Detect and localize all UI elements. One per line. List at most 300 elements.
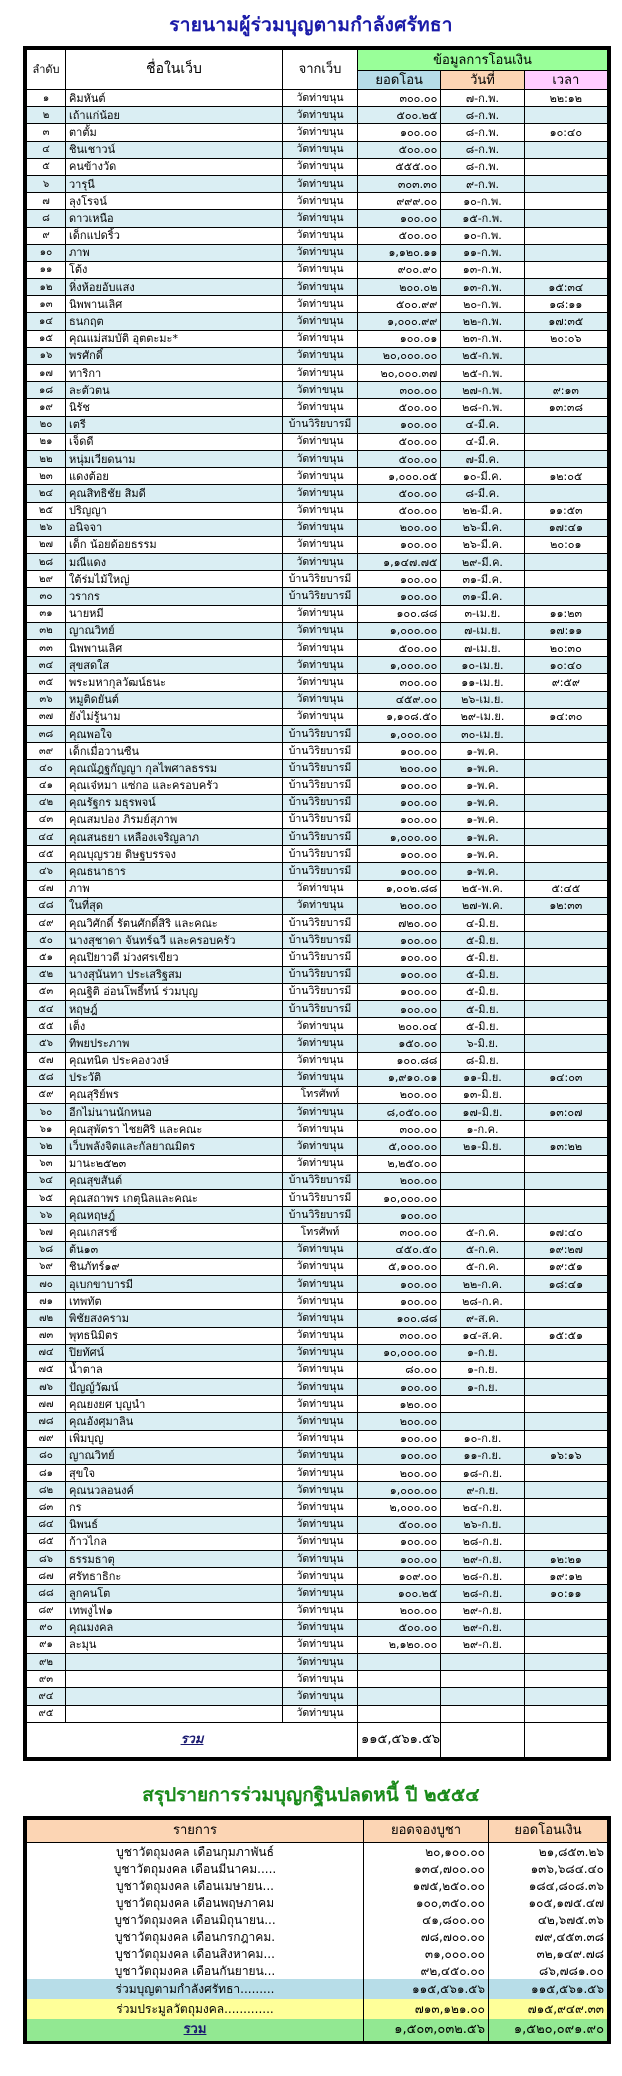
row-no: ๘๑ [27, 1465, 66, 1482]
row-no: ๒๘ [27, 554, 66, 571]
row-name: ญาณวิทย์ [66, 1447, 283, 1464]
row-date: ๒๙-ก.ย. [441, 1602, 524, 1619]
table-row [27, 1224, 608, 1241]
row-date: ๑๓-มิ.ย. [441, 1086, 524, 1103]
table-row [27, 777, 608, 794]
row-name: อุเบกขาบารมี [66, 1275, 283, 1292]
table-row [27, 691, 608, 708]
summary-pledged: ๑๐๐,๓๕๐.๐๐ [364, 1894, 489, 1911]
table-row [27, 1086, 608, 1103]
table-row [27, 794, 608, 811]
row-date [441, 1654, 524, 1671]
row-amount: ๑๐๐.๐๐ [358, 536, 441, 553]
summary-header-transferred: ยอดโอนเงิน [489, 1820, 608, 1843]
row-no: ๗ [27, 193, 66, 210]
row-date: ๒๓-ก.พ. [441, 330, 524, 347]
row-amount: ๒๐๐.๐๐ [358, 897, 441, 914]
row-amount: ๒๐,๐๐๐.๓๗ [358, 365, 441, 382]
row-amount: ๓๐๐.๐๐ [358, 1224, 441, 1241]
row-no: ๑๙ [27, 399, 66, 416]
row-amount: ๘,๐๕๐.๐๐ [358, 1104, 441, 1121]
row-date: ๒๔-ก.ย. [441, 1499, 524, 1516]
row-no: ๕๑ [27, 949, 66, 966]
row-no: ๒ [27, 107, 66, 124]
row-time [524, 571, 607, 588]
row-time [524, 1654, 607, 1671]
row-name: เด็กแปดริ้ว [66, 227, 283, 244]
row-name: เว็บพลังจิตและกัลยาณมิตร [66, 1138, 283, 1155]
row-date [441, 1688, 524, 1705]
row-time [524, 1413, 607, 1430]
table-row [27, 949, 608, 966]
row-date: ๒๒-ก.พ. [441, 313, 524, 330]
row-time [524, 485, 607, 502]
row-date: ๒๗-พ.ค. [441, 897, 524, 914]
row-source: วัดท่าขนุน [283, 124, 358, 141]
row-date: ๔-มี.ค. [441, 433, 524, 450]
row-no: ๕๓ [27, 983, 66, 1000]
row-source: วัดท่าขนุน [283, 1482, 358, 1499]
table-row [27, 347, 608, 364]
row-amount: ๑๐๐.๐๐ [358, 794, 441, 811]
row-amount: ๑๐๐.๐๐ [358, 1533, 441, 1550]
row-no: ๗๔ [27, 1344, 66, 1361]
row-amount: ๙๐๐.๙๐ [358, 261, 441, 278]
row-date [441, 1413, 524, 1430]
row-no: ๖๔ [27, 1172, 66, 1189]
table-row [27, 811, 608, 828]
table-row [27, 1121, 608, 1138]
row-date: ๑-พ.ค. [441, 811, 524, 828]
row-no: ๘ [27, 210, 66, 227]
row-amount: ๔๕๙.๐๐ [358, 691, 441, 708]
row-no: ๔๐ [27, 760, 66, 777]
row-name: พิชัยสงคราม [66, 1310, 283, 1327]
grand-total-label: รวม [27, 2019, 364, 2041]
row-name: สุขใจ [66, 1465, 283, 1482]
row-name: คุณอังศุมาลิน [66, 1413, 283, 1430]
auction-item: ร่วมประมูลวัตถุมงคล............. [27, 1999, 364, 2019]
row-date: ๙-ก.พ. [441, 175, 524, 192]
table-row [27, 1430, 608, 1447]
row-name: คุณสิทธิชัย สิมดี [66, 485, 283, 502]
row-time: ๑๔:๐๓ [524, 1069, 607, 1086]
row-source: วัดท่าขนุน [283, 691, 358, 708]
summary-item: บูชาวัตถุมงคล เดือนกันยายน... [27, 1962, 364, 1979]
row-source: วัดท่าขนุน [283, 90, 358, 107]
row-amount: ๕๐๐.๐๐ [358, 485, 441, 502]
row-no: ๕๘ [27, 1069, 66, 1086]
row-amount: ๕๐๐.๐๐ [358, 141, 441, 158]
row-time [524, 829, 607, 846]
row-no: ๕ [27, 158, 66, 175]
row-name [66, 1671, 283, 1688]
row-no: ๑๒ [27, 279, 66, 296]
row-time [524, 1396, 607, 1413]
row-name: วารุนี [66, 175, 283, 192]
row-no: ๒๖ [27, 519, 66, 536]
row-no: ๗๗ [27, 1396, 66, 1413]
row-no: ๓๑ [27, 605, 66, 622]
row-amount: ๒,๒๕๐.๐๐ [358, 1155, 441, 1172]
row-date: ๑๕-ก.พ. [441, 210, 524, 227]
table-row [27, 829, 608, 846]
row-name: ดาวเหนือ [66, 210, 283, 227]
row-amount: ๕๐๐.๒๕ [358, 107, 441, 124]
table-row [27, 1619, 608, 1636]
row-amount: ๒๐๐.๐๐ [358, 1465, 441, 1482]
row-no: ๔๕ [27, 846, 66, 863]
row-amount: ๑๐๐.๐๐ [358, 416, 441, 433]
row-date: ๕-ก.ค. [441, 1224, 524, 1241]
row-date: ๒๙-ก.ย. [441, 1619, 524, 1636]
row-date: ๘-ก.พ. [441, 158, 524, 175]
col-header-date: วันที่ [441, 71, 524, 90]
row-source: วัดท่าขนุน [283, 313, 358, 330]
row-source: วัดท่าขนุน [283, 1636, 358, 1653]
summary-transferred: ๑๓๖,๖๘๔.๔๐ [489, 1860, 608, 1877]
row-source: วัดท่าขนุน [283, 1241, 358, 1258]
row-amount: ๒๐๐.๐๐ [358, 760, 441, 777]
row-name: นิพพานเลิศ [66, 296, 283, 313]
col-header-source: จากเว็บ [283, 50, 358, 90]
row-date: ๕-มิ.ย. [441, 932, 524, 949]
row-no: ๕๖ [27, 1035, 66, 1052]
row-time: ๑๘:๔๑ [524, 1275, 607, 1292]
row-time [524, 261, 607, 278]
row-name: ยังไม่รู้นาม [66, 708, 283, 725]
summary-transferred: ๔๒,๖๗๕.๓๖ [489, 1911, 608, 1928]
table-row [27, 1000, 608, 1017]
row-time: ๑๐:๔๐ [524, 124, 607, 141]
row-amount: ๑๐๐.๐๐ [358, 1293, 441, 1310]
row-date [441, 1705, 524, 1722]
row-no: ๕๙ [27, 1086, 66, 1103]
row-name: คุณพอใจ [66, 725, 283, 742]
row-name [66, 1705, 283, 1722]
row-date: ๑๐-เม.ย. [441, 657, 524, 674]
row-name: นายหมี [66, 605, 283, 622]
table-row [27, 382, 608, 399]
row-time: ๑๘:๑๑ [524, 296, 607, 313]
row-date [441, 1207, 524, 1224]
row-no: ๗๐ [27, 1275, 66, 1292]
row-source: วัดท่าขนุน [283, 1602, 358, 1619]
auction-pledged: ๗๑๓,๑๒๑.๐๐ [364, 1999, 489, 2019]
row-name: ชินภัทร์๑๙ [66, 1258, 283, 1275]
row-source: วัดท่าขนุน [283, 1550, 358, 1567]
row-no: ๗๖ [27, 1379, 66, 1396]
row-source: วัดท่าขนุน [283, 450, 358, 467]
table-row [27, 1310, 608, 1327]
row-date: ๒๖-เม.ย. [441, 691, 524, 708]
row-date: ๒๒-ก.ค. [441, 1275, 524, 1292]
row-time: ๑๙:๒๗ [524, 1241, 607, 1258]
table-row [27, 502, 608, 519]
row-name: เทพงูไฟ๑ [66, 1602, 283, 1619]
table-row [27, 1104, 608, 1121]
row-date [441, 1671, 524, 1688]
row-date: ๑๓-ก.พ. [441, 279, 524, 296]
row-name: คุณหฤษฎ์ [66, 1207, 283, 1224]
row-time: ๒๐:๓๐ [524, 640, 607, 657]
table-row [27, 1138, 608, 1155]
row-time [524, 949, 607, 966]
row-source: วัดท่าขนุน [283, 365, 358, 382]
row-no: ๓๖ [27, 691, 66, 708]
row-no: ๑๔ [27, 313, 66, 330]
row-source: วัดท่าขนุน [283, 1069, 358, 1086]
table-row [27, 1190, 608, 1207]
row-date: ๑-พ.ค. [441, 794, 524, 811]
row-time: ๑๓:๓๘ [524, 399, 607, 416]
row-no: ๖๕ [27, 1190, 66, 1207]
table-row [27, 450, 608, 467]
row-source: วัดท่าขนุน [283, 1516, 358, 1533]
row-amount: ๑,๐๐๐.๐๐ [358, 829, 441, 846]
row-time [524, 1499, 607, 1516]
row-amount: ๑,๐๐๒.๘๘ [358, 880, 441, 897]
row-amount: ๑๐๐.๐๐ [358, 588, 441, 605]
table-row [27, 330, 608, 347]
table-row [27, 1379, 608, 1396]
row-time [524, 1482, 607, 1499]
col-header-amount: ยอดโอน [358, 71, 441, 90]
row-source: วัดท่าขนุน [283, 1258, 358, 1275]
row-no: ๒๙ [27, 571, 66, 588]
row-name: ในที่สุด [66, 897, 283, 914]
table-row [27, 1035, 608, 1052]
row-no: ๘๗ [27, 1568, 66, 1585]
row-source: วัดท่าขนุน [283, 227, 358, 244]
table-row [27, 227, 608, 244]
summary-title: สรุปรายการร่วมบุญกฐินปลดหนี้ ปี ๒๕๕๔ [142, 1784, 480, 1806]
row-date: ๑-ก.ย. [441, 1361, 524, 1378]
row-time [524, 158, 607, 175]
row-date: ๒๘-ก.ค. [441, 1293, 524, 1310]
row-amount: ๒,๑๒๐.๐๐ [358, 1636, 441, 1653]
row-amount: ๒๐๐.๐๐ [358, 1086, 441, 1103]
table-row [27, 1293, 608, 1310]
row-amount: ๕๐๐.๐๐ [358, 450, 441, 467]
row-no: ๒๕ [27, 502, 66, 519]
row-source: วัดท่าขนุน [283, 382, 358, 399]
row-no: ๑ [27, 90, 66, 107]
row-source: วัดท่าขนุน [283, 107, 358, 124]
table-row [27, 966, 608, 983]
row-source: วัดท่าขนุน [283, 210, 358, 227]
table-row [27, 519, 608, 536]
row-amount: ๒๐๐.๐๔ [358, 1018, 441, 1035]
row-time [524, 1516, 607, 1533]
table-row [27, 1207, 608, 1224]
row-no: ๙ [27, 227, 66, 244]
row-date: ๓๐-เม.ย. [441, 725, 524, 742]
row-time: ๑๕:๕๑ [524, 1327, 607, 1344]
row-name: สุขสดใส [66, 657, 283, 674]
summary-pledged: ๑๗๕,๒๕๐.๐๐ [364, 1877, 489, 1894]
row-source: วัดท่าขนุน [283, 1705, 358, 1722]
row-source: วัดท่าขนุน [283, 1671, 358, 1688]
row-source: วัดท่าขนุน [283, 1138, 358, 1155]
col-header-time: เวลา [524, 71, 607, 90]
row-date: ๒๙-ก.ย. [441, 1636, 524, 1653]
row-date: ๕-มิ.ย. [441, 949, 524, 966]
row-amount: ๑๐๐.๐๐ [358, 1000, 441, 1017]
row-time [524, 1018, 607, 1035]
row-name: คุณธนาธาร [66, 863, 283, 880]
row-source: วัดท่าขนุน [283, 261, 358, 278]
row-name: พรศักดิ์ [66, 347, 283, 364]
row-source: วัดท่าขนุน [283, 1379, 358, 1396]
row-no: ๘๘ [27, 1585, 66, 1602]
row-source: บ้านวิริยบารมี [283, 1000, 358, 1017]
row-time [524, 210, 607, 227]
table-row [27, 880, 608, 897]
table-row [27, 1258, 608, 1275]
row-time [524, 846, 607, 863]
row-date: ๒๖-มี.ค. [441, 519, 524, 536]
summary-item: บูชาวัตถุมงคล เดือนมีนาคม..... [27, 1860, 364, 1877]
row-no: ๗๕ [27, 1361, 66, 1378]
row-name: คุณยงยศ บุญนำ [66, 1396, 283, 1413]
row-no: ๑๓ [27, 296, 66, 313]
row-source: วัดท่าขนุน [283, 1568, 358, 1585]
row-name: ศรัทธาธิกะ [66, 1568, 283, 1585]
row-date: ๘-มี.ค. [441, 485, 524, 502]
summary-row [27, 1962, 608, 1979]
row-source: บ้านวิริยบารมี [283, 571, 358, 588]
row-date: ๑-ก.ย. [441, 1344, 524, 1361]
row-date: ๑๐-ก.พ. [441, 193, 524, 210]
row-name: คุณแม่สมบัติ อุตตะมะ* [66, 330, 283, 347]
row-source: วัดท่าขนุน [283, 158, 358, 175]
row-source: วัดท่าขนุน [283, 1275, 358, 1292]
row-date: ๑๐-ก.ย. [441, 1430, 524, 1447]
table-row [27, 296, 608, 313]
table-row [27, 107, 608, 124]
row-source: วัดท่าขนุน [283, 1121, 358, 1138]
row-time [524, 1705, 607, 1722]
summary-transferred: ๒๑,๘๕๓.๒๖ [489, 1843, 608, 1861]
row-source: บ้านวิริยบารมี [283, 725, 358, 742]
table-row [27, 313, 608, 330]
table-row [27, 1052, 608, 1069]
row-name: ประวัติ [66, 1069, 283, 1086]
page-title: รายนามผู้ร่วมบุญตามกำลังศรัทธา [169, 14, 453, 36]
row-time: ๕:๔๕ [524, 880, 607, 897]
row-source: วัดท่าขนุน [283, 1052, 358, 1069]
total-row [27, 1722, 608, 1757]
summary-pledged: ๙๒,๔๕๐.๐๐ [364, 1962, 489, 1979]
row-date: ๑๘-ก.ย. [441, 1465, 524, 1482]
table-row [27, 708, 608, 725]
row-amount: ๑๐๐.๐๐ [358, 571, 441, 588]
row-amount: ๓๐๓.๓๐ [358, 175, 441, 192]
row-amount: ๑,๑๒๐.๑๑ [358, 244, 441, 261]
row-amount: ๔๕๐.๕๐ [358, 1241, 441, 1258]
row-time [524, 760, 607, 777]
col-header-no: ลำดับ [27, 50, 66, 90]
table-row [27, 1241, 608, 1258]
row-source: วัดท่าขนุน [283, 502, 358, 519]
row-source: บ้านวิริยบารมี [283, 1172, 358, 1189]
row-amount: ๑๐๐.๐๐ [358, 743, 441, 760]
row-source: วัดท่าขนุน [283, 399, 358, 416]
row-source: วัดท่าขนุน [283, 622, 358, 639]
summary-item: บูชาวัตถุมงคล เดือนสิงหาคม... [27, 1945, 364, 1962]
donor-table [23, 46, 611, 1761]
row-time: ๒๐:๐๖ [524, 330, 607, 347]
row-no: ๖๘ [27, 1241, 66, 1258]
row-no: ๖๙ [27, 1258, 66, 1275]
total-time-empty [524, 1722, 607, 1757]
row-name: นางสุชาดา จันทร์ฉวี และครอบครัว [66, 932, 283, 949]
row-no: ๘๐ [27, 1447, 66, 1464]
row-source: วัดท่าขนุน [283, 1688, 358, 1705]
row-name: อีกไม่นานนักหนอ [66, 1104, 283, 1121]
summary-item: บูชาวัตถุมงคล เดือนกรกฎาคม. [27, 1928, 364, 1945]
row-name: คุณสถาพร เกตุนิลและคณะ [66, 1190, 283, 1207]
row-time: ๑๒:๒๑ [524, 1550, 607, 1567]
row-time [524, 794, 607, 811]
row-no: ๒๑ [27, 433, 66, 450]
table-row [27, 1482, 608, 1499]
table-row [27, 1155, 608, 1172]
summary-pledged: ๑๓๔,๗๐๐.๐๐ [364, 1860, 489, 1877]
row-time: ๑๓:๒๒ [524, 1138, 607, 1155]
row-no: ๙๑ [27, 1636, 66, 1653]
row-amount: ๑,๐๐๐.๐๐ [358, 622, 441, 639]
row-time [524, 416, 607, 433]
row-time [524, 1636, 607, 1653]
row-source: วัดท่าขนุน [283, 880, 358, 897]
row-source: วัดท่าขนุน [283, 1293, 358, 1310]
row-amount: ๑๐๐.๐๐ [358, 124, 441, 141]
row-name: คุณนวลอนงค์ [66, 1482, 283, 1499]
row-amount: ๓๐๐.๐๐ [358, 90, 441, 107]
row-source: บ้านวิริยบารมี [283, 1207, 358, 1224]
row-amount: ๙๙๙.๐๐ [358, 193, 441, 210]
row-time [524, 1671, 607, 1688]
row-amount: ๒๐๐.๐๐ [358, 1602, 441, 1619]
row-name: คุณทนิต ประคองวงษ์ [66, 1052, 283, 1069]
row-time: ๑๗:๔๑ [524, 519, 607, 536]
table-row [27, 485, 608, 502]
row-name: คุณรัฐกร มธุรพจน์ [66, 794, 283, 811]
row-date: ๒๙-ก.ย. [441, 1550, 524, 1567]
row-date: ๒๗-ก.พ. [441, 382, 524, 399]
row-date: ๑๑-ก.พ. [441, 244, 524, 261]
table-row [27, 141, 608, 158]
row-time [524, 1000, 607, 1017]
row-time [524, 1361, 607, 1378]
row-time [524, 1379, 607, 1396]
row-name: ธรรมธาตุ [66, 1550, 283, 1567]
row-source: บ้านวิริยบารมี [283, 743, 358, 760]
row-amount: ๑,๐๐๐.๐๐ [358, 1482, 441, 1499]
row-time [524, 1310, 607, 1327]
row-source: วัดท่าขนุน [283, 193, 358, 210]
row-date: ๘-ก.พ. [441, 107, 524, 124]
row-no: ๗๙ [27, 1430, 66, 1447]
table-row [27, 725, 608, 742]
row-no: ๗๘ [27, 1413, 66, 1430]
table-row [27, 1396, 608, 1413]
row-source: วัดท่าขนุน [283, 485, 358, 502]
summary-pledged: ๓๑,๐๐๐.๐๐ [364, 1945, 489, 1962]
row-no: ๘๖ [27, 1550, 66, 1567]
